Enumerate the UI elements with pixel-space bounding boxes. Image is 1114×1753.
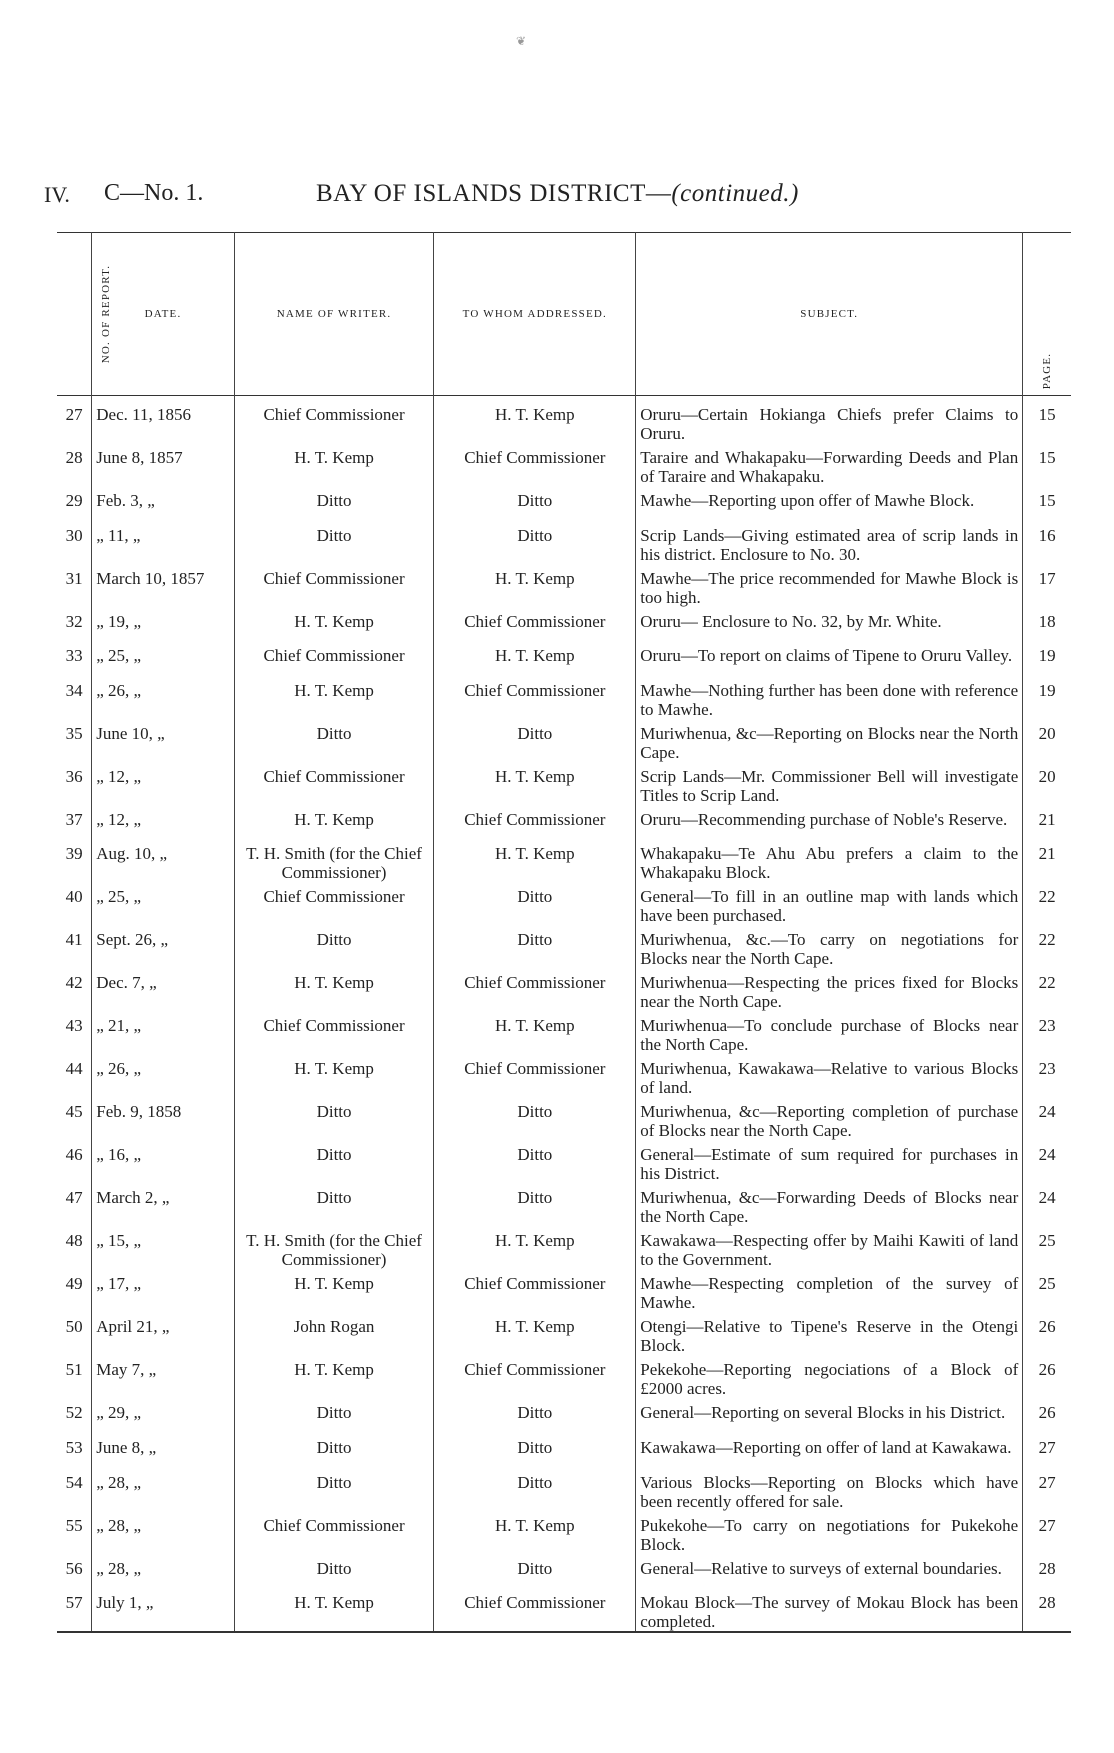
table-row <box>57 1054 1071 1097</box>
subject-cell: Whakapaku—Te Ahu Abu prefers a claim to the Whakapaku Block. <box>636 839 1023 882</box>
report-date-cell: „ 15, „ <box>92 1226 234 1269</box>
writer-name-cell: Ditto <box>234 719 434 762</box>
report-date-cell: „ 28, „ <box>92 1468 234 1511</box>
subject-cell: Oruru—To report on claims of Tipene to Oruru Valley. <box>636 641 1023 676</box>
page-ref-cell: 22 <box>1023 882 1071 925</box>
page-ref-cell: 21 <box>1023 805 1071 840</box>
addressee-cell: Ditto <box>434 1140 636 1183</box>
report-number-cell: 41 <box>65 930 83 950</box>
table-row <box>57 641 1071 676</box>
table-row <box>57 1433 1071 1468</box>
page-ref-cell: 27 <box>1023 1433 1071 1468</box>
writer-name-cell: Chief Commissioner <box>234 564 434 607</box>
page-ref-cell: 26 <box>1023 1312 1071 1355</box>
report-number-cell: 56 <box>65 1558 83 1578</box>
page-ref-cell: 17 <box>1023 564 1071 607</box>
writer-name-cell: Ditto <box>234 486 434 521</box>
addressee-cell: Ditto <box>434 1554 636 1589</box>
addressee-cell: Chief Commissioner <box>434 968 636 1011</box>
page-ref-cell: 21 <box>1023 839 1071 882</box>
page-ref-cell: 24 <box>1023 1183 1071 1226</box>
report-number-cell: 35 <box>65 723 83 743</box>
col-header-writer: NAME OF WRITER. <box>234 233 434 396</box>
writer-name-cell: Ditto <box>234 1433 434 1468</box>
addressee-cell: Ditto <box>434 719 636 762</box>
report-date-cell: „ 21, „ <box>92 1011 234 1054</box>
report-number-cell: 33 <box>65 646 83 666</box>
subject-cell: General—Reporting on several Blocks in his District. <box>636 1398 1023 1433</box>
addressee-cell: H. T. Kemp <box>434 1511 636 1554</box>
addressee-cell: Ditto <box>434 486 636 521</box>
report-date-cell: March 2, „ <box>92 1183 234 1226</box>
page-ref-cell: 25 <box>1023 1269 1071 1312</box>
table-row <box>57 1183 1071 1226</box>
writer-name-cell: Chief Commissioner <box>234 882 434 925</box>
subject-cell: Muriwhenua, &c—Reporting completion of purchase of Blocks near the North Cape. <box>636 1097 1023 1140</box>
addressee-cell: H. T. Kemp <box>434 1226 636 1269</box>
report-number-cell: 36 <box>65 766 83 786</box>
report-date-cell: „ 11, „ <box>92 521 234 564</box>
col-header-subject: SUBJECT. <box>636 233 1023 396</box>
addressee-cell: Ditto <box>434 925 636 968</box>
page-ref-cell: 26 <box>1023 1355 1071 1398</box>
subject-cell: Mawhe—Reporting upon offer of Mawhe Block. <box>636 486 1023 521</box>
report-number-cell: 28 <box>65 448 83 467</box>
addressee-cell: H. T. Kemp <box>434 396 636 444</box>
subject-cell: Pukekohe—To carry on negotiations for Pukekohe Block. <box>636 1511 1023 1554</box>
page-ref-cell: 20 <box>1023 719 1071 762</box>
report-date-cell: June 8, „ <box>92 1433 234 1468</box>
subject-cell: Oruru—Recommending purchase of Noble's Reserve. <box>636 805 1023 840</box>
subject-cell: Kawakawa—Reporting on offer of land at Kawakawa. <box>636 1433 1023 1468</box>
page-ref-cell: 28 <box>1023 1554 1071 1589</box>
col-header-to: TO WHOM ADDRESSED. <box>434 233 636 396</box>
table-row <box>57 1588 1071 1632</box>
table-row <box>57 805 1071 840</box>
table-row <box>57 925 1071 968</box>
writer-name-cell: Ditto <box>234 1468 434 1511</box>
report-date-cell: Dec. 11, 1856 <box>92 396 234 444</box>
addressee-cell: Ditto <box>434 1398 636 1433</box>
report-number-cell: 30 <box>65 525 83 545</box>
report-date-cell: „ 12, „ <box>92 805 234 840</box>
addressee-cell: H. T. Kemp <box>434 839 636 882</box>
subject-cell: Muriwhenua, &c—Reporting on Blocks near the North Cape. <box>636 719 1023 762</box>
report-number-cell: 54 <box>65 1472 83 1492</box>
page-ref-cell: 24 <box>1023 1097 1071 1140</box>
writer-name-cell: H. T. Kemp <box>234 805 434 840</box>
addressee-cell: Ditto <box>434 882 636 925</box>
report-number-cell: 32 <box>65 611 83 631</box>
table-row <box>57 521 1071 564</box>
report-number-cell: 29 <box>65 491 83 510</box>
addressee-cell: Chief Commissioner <box>434 443 636 486</box>
report-number-cell: 27 <box>65 405 83 424</box>
writer-name-cell: Ditto <box>234 925 434 968</box>
report-date-cell: July 1, „ <box>92 1588 234 1632</box>
page-title <box>316 180 799 208</box>
report-number-cell: 37 <box>65 809 83 829</box>
report-number-cell: 40 <box>65 887 83 907</box>
report-date-cell: „ 16, „ <box>92 1140 234 1183</box>
report-number-cell: 45 <box>65 1102 83 1122</box>
page-ref-cell: 25 <box>1023 1226 1071 1269</box>
writer-name-cell: Ditto <box>234 521 434 564</box>
table-row <box>57 1097 1071 1140</box>
page-ref-cell: 19 <box>1023 641 1071 676</box>
writer-name-cell: Chief Commissioner <box>234 1511 434 1554</box>
report-date-cell: Dec. 7, „ <box>92 968 234 1011</box>
subject-cell: Muriwhenua, &c.—To carry on negotiations for Blocks near the North Cape. <box>636 925 1023 968</box>
subject-cell: General—To fill in an outline map with lands which have been purchased. <box>636 882 1023 925</box>
writer-name-cell: H. T. Kemp <box>234 676 434 719</box>
title-main: BAY OF ISLANDS DISTRICT— <box>316 180 672 207</box>
report-number-cell: 42 <box>65 973 83 993</box>
writer-name-cell: H. T. Kemp <box>234 607 434 642</box>
col-header-page: PAGE. <box>1023 233 1071 396</box>
page-ref-cell: 18 <box>1023 607 1071 642</box>
report-date-cell: „ 26, „ <box>92 1054 234 1097</box>
report-date-cell: Feb. 3, „ <box>92 486 234 521</box>
writer-name-cell: Chief Commissioner <box>234 1011 434 1054</box>
report-date-cell: „ 19, „ <box>92 607 234 642</box>
writer-name-cell: H. T. Kemp <box>234 1588 434 1632</box>
report-date-cell: Feb. 9, 1858 <box>92 1097 234 1140</box>
addressee-cell: Chief Commissioner <box>434 1588 636 1632</box>
table-row <box>57 1468 1071 1511</box>
page-ref-cell: 23 <box>1023 1054 1071 1097</box>
writer-name-cell: H. T. Kemp <box>234 1054 434 1097</box>
page-ref-cell: 22 <box>1023 925 1071 968</box>
subject-cell: Scrip Lands—Giving estimated area of scrip lands in his district. Enclosure to No. 30. <box>636 521 1023 564</box>
writer-name-cell: Ditto <box>234 1398 434 1433</box>
report-number-cell: 47 <box>65 1188 83 1208</box>
page-ref-cell: 15 <box>1023 443 1071 486</box>
subject-cell: General—Estimate of sum required for purchases in his District. <box>636 1140 1023 1183</box>
addressee-cell: Ditto <box>434 521 636 564</box>
table-row <box>57 762 1071 805</box>
subject-cell: Mokau Block—The survey of Mokau Block has been completed. <box>636 1588 1023 1632</box>
page-ref-cell: 16 <box>1023 521 1071 564</box>
subject-cell: Oruru—Certain Hokianga Chiefs prefer Claims to Oruru. <box>636 396 1023 444</box>
addressee-cell: H. T. Kemp <box>434 1011 636 1054</box>
subject-cell: Mawhe—Respecting completion of the survey of Mawhe. <box>636 1269 1023 1312</box>
table-row <box>57 1511 1071 1554</box>
addressee-cell: Chief Commissioner <box>434 805 636 840</box>
writer-name-cell: Ditto <box>234 1097 434 1140</box>
report-date-cell: „ 28, „ <box>92 1554 234 1589</box>
subject-cell: Muriwhenua—Respecting the prices fixed for Blocks near the North Cape. <box>636 968 1023 1011</box>
report-date-cell: „ 28, „ <box>92 1511 234 1554</box>
report-number-cell: 55 <box>65 1515 83 1535</box>
table-row <box>57 607 1071 642</box>
subject-cell: Pekekohe—Reporting negociations of a Block of £2000 acres. <box>636 1355 1023 1398</box>
col-header-date: DATE. <box>92 233 234 396</box>
report-date-cell: „ 29, „ <box>92 1398 234 1433</box>
writer-name-cell: Ditto <box>234 1554 434 1589</box>
writer-name-cell: Chief Commissioner <box>234 762 434 805</box>
addressee-cell: Ditto <box>434 1097 636 1140</box>
page-ref-cell: 23 <box>1023 1011 1071 1054</box>
correspondence-table <box>57 232 1071 1633</box>
writer-name-cell: H. T. Kemp <box>234 968 434 1011</box>
report-date-cell: Sept. 26, „ <box>92 925 234 968</box>
report-date-cell: „ 12, „ <box>92 762 234 805</box>
report-number-cell: 53 <box>65 1437 83 1457</box>
addressee-cell: H. T. Kemp <box>434 762 636 805</box>
page-ref-cell: 15 <box>1023 396 1071 444</box>
report-date-cell: March 10, 1857 <box>92 564 234 607</box>
table-header-row <box>57 233 1071 396</box>
addressee-cell: Chief Commissioner <box>434 676 636 719</box>
writer-name-cell: H. T. Kemp <box>234 1355 434 1398</box>
table-row <box>57 1226 1071 1269</box>
table-row <box>57 968 1071 1011</box>
col-header-no: NO. OF REPORT. <box>100 264 113 364</box>
report-date-cell: June 10, „ <box>92 719 234 762</box>
report-date-cell: „ 17, „ <box>92 1269 234 1312</box>
subject-cell: Muriwhenua, &c—Forwarding Deeds of Blocks near the North Cape. <box>636 1183 1023 1226</box>
table-row <box>57 1011 1071 1054</box>
page-ref-cell: 28 <box>1023 1588 1071 1632</box>
addressee-cell: Chief Commissioner <box>434 1355 636 1398</box>
report-number-cell: 34 <box>65 680 83 700</box>
page-ref-cell: 22 <box>1023 968 1071 1011</box>
writer-name-cell: Chief Commissioner <box>234 396 434 444</box>
writer-name-cell: T. H. Smith (for the Chief Commissioner) <box>234 1226 434 1269</box>
report-number-cell: 57 <box>65 1593 83 1613</box>
report-number-cell: 39 <box>65 844 83 864</box>
page-ref-cell: 20 <box>1023 762 1071 805</box>
addressee-cell: H. T. Kemp <box>434 564 636 607</box>
table-row <box>57 719 1071 762</box>
table-row <box>57 443 1071 486</box>
report-date-cell: April 21, „ <box>92 1312 234 1355</box>
writer-name-cell: John Rogan <box>234 1312 434 1355</box>
subject-cell: Scrip Lands—Mr. Commissioner Bell will investigate Titles to Scrip Land. <box>636 762 1023 805</box>
table-row <box>57 882 1071 925</box>
addressee-cell: Ditto <box>434 1468 636 1511</box>
subject-cell: Oruru— Enclosure to No. 32, by Mr. White. <box>636 607 1023 642</box>
writer-name-cell: H. T. Kemp <box>234 1269 434 1312</box>
writer-name-cell: Ditto <box>234 1183 434 1226</box>
page-number: IV. <box>44 182 70 207</box>
table-row <box>57 839 1071 882</box>
table-row <box>57 1140 1071 1183</box>
report-number-cell: 50 <box>65 1317 83 1337</box>
title-suffix: (continued.) <box>671 180 799 207</box>
page-ref-cell: 15 <box>1023 486 1071 521</box>
report-number-cell: 48 <box>65 1231 83 1251</box>
writer-name-cell: Ditto <box>234 1140 434 1183</box>
subject-cell: Muriwhenua, Kawakawa—Relative to various Blocks of land. <box>636 1054 1023 1097</box>
subject-cell: Muriwhenua—To conclude purchase of Blocks near the North Cape. <box>636 1011 1023 1054</box>
addressee-cell: Chief Commissioner <box>434 1054 636 1097</box>
subject-cell: Mawhe—Nothing further has been done with reference to Mawhe. <box>636 676 1023 719</box>
subject-cell: General—Relative to surveys of external boundaries. <box>636 1554 1023 1589</box>
addressee-cell: Ditto <box>434 1433 636 1468</box>
table-row <box>57 1398 1071 1433</box>
addressee-cell: Chief Commissioner <box>434 1269 636 1312</box>
page-ref-cell: 27 <box>1023 1468 1071 1511</box>
report-number-cell: 51 <box>65 1360 83 1380</box>
subject-cell: Mawhe—The price recommended for Mawhe Block is too high. <box>636 564 1023 607</box>
addressee-cell: Ditto <box>434 1183 636 1226</box>
page-ref-cell: 19 <box>1023 676 1071 719</box>
table-row <box>57 396 1071 444</box>
table-row <box>57 486 1071 521</box>
addressee-cell: H. T. Kemp <box>434 1312 636 1355</box>
addressee-cell: H. T. Kemp <box>434 641 636 676</box>
report-number-cell: 44 <box>65 1059 83 1079</box>
document-reference: C—No. 1. <box>104 180 204 206</box>
table-row <box>57 1355 1071 1398</box>
table-row <box>57 676 1071 719</box>
report-number-cell: 46 <box>65 1145 83 1165</box>
writer-name-cell: Chief Commissioner <box>234 641 434 676</box>
writer-name-cell: T. H. Smith (for the Chief Commissioner) <box>234 839 434 882</box>
subject-cell: Otengi—Relative to Tipene's Reserve in the Otengi Block. <box>636 1312 1023 1355</box>
report-date-cell: June 8, 1857 <box>92 443 234 486</box>
table-row <box>57 1312 1071 1355</box>
writer-name-cell: H. T. Kemp <box>234 443 434 486</box>
report-number-cell: 31 <box>65 568 83 588</box>
report-number-cell: 49 <box>65 1274 83 1294</box>
page-ref-cell: 27 <box>1023 1511 1071 1554</box>
table-row <box>57 1554 1071 1589</box>
table-row <box>57 1269 1071 1312</box>
report-number-cell: 52 <box>65 1403 83 1423</box>
report-number-cell: 43 <box>65 1016 83 1036</box>
page-ref-cell: 24 <box>1023 1140 1071 1183</box>
page-ref-cell: 26 <box>1023 1398 1071 1433</box>
subject-cell: Various Blocks—Reporting on Blocks which have been recently offered for sale. <box>636 1468 1023 1511</box>
report-date-cell: „ 25, „ <box>92 641 234 676</box>
report-date-cell: Aug. 10, „ <box>92 839 234 882</box>
subject-cell: Kawakawa—Respecting offer by Maihi Kawiti of land to the Government. <box>636 1226 1023 1269</box>
table-row <box>57 564 1071 607</box>
subject-cell: Taraire and Whakapaku—Forwarding Deeds and Plan of Taraire and Whakapaku. <box>636 443 1023 486</box>
addressee-cell: Chief Commissioner <box>434 607 636 642</box>
report-date-cell: „ 26, „ <box>92 676 234 719</box>
page-header <box>40 180 1070 220</box>
printer-mark-icon: ❦ <box>516 34 527 48</box>
report-date-cell: „ 25, „ <box>92 882 234 925</box>
report-date-cell: May 7, „ <box>92 1355 234 1398</box>
